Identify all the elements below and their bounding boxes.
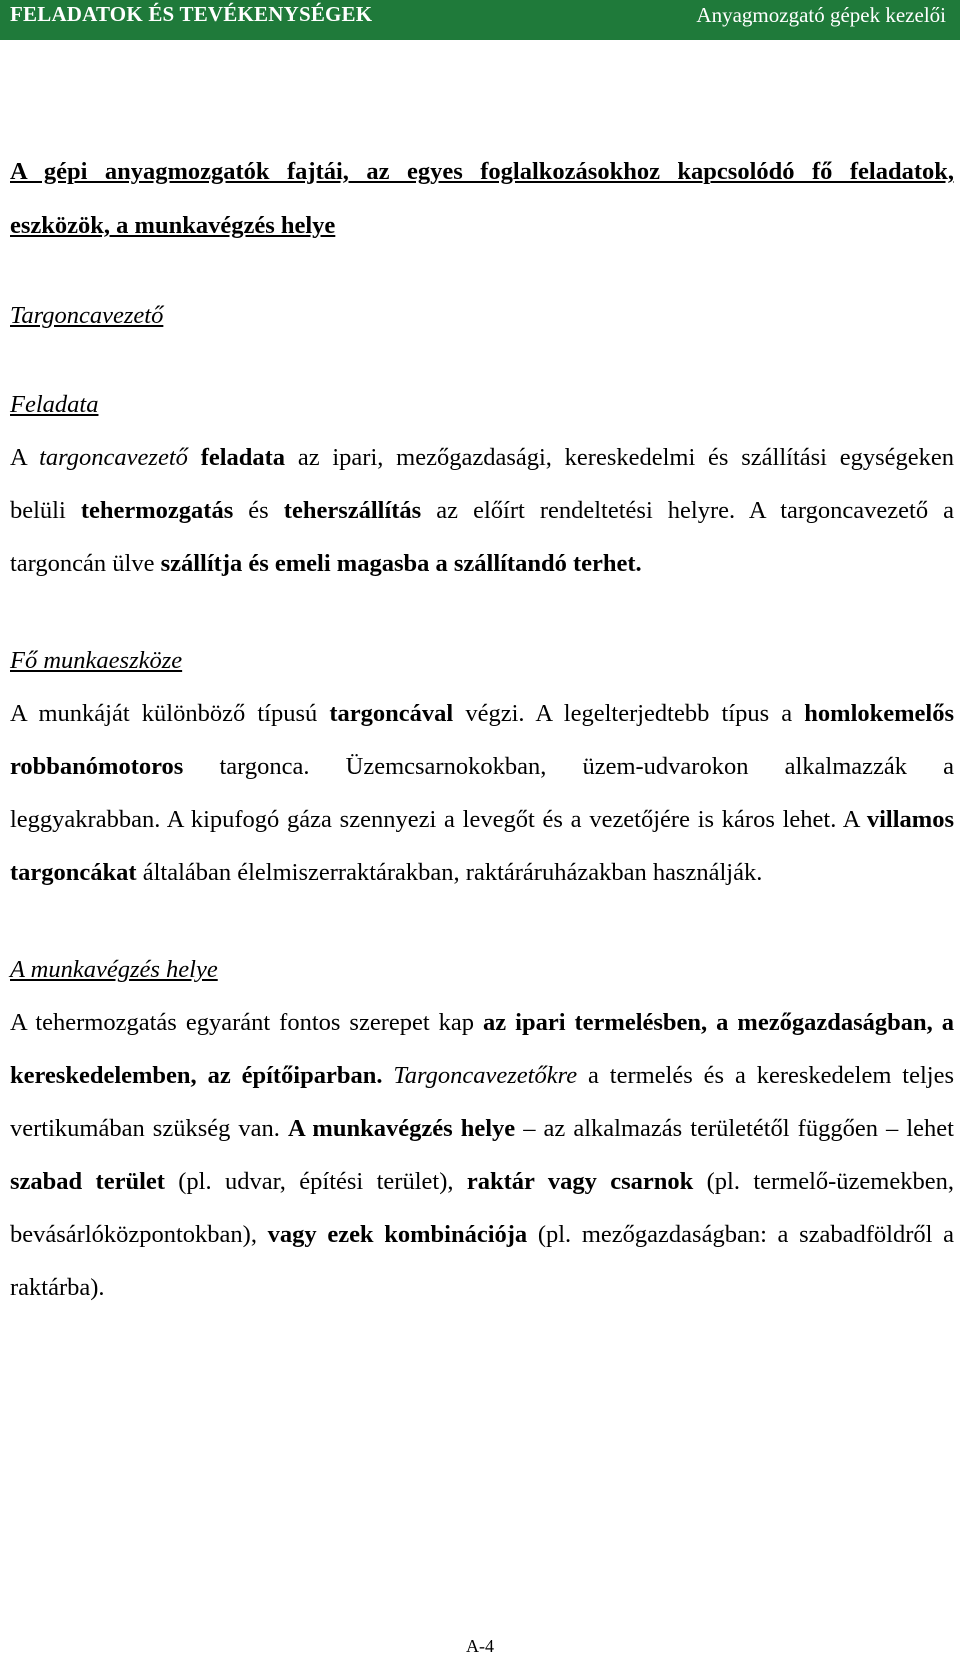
header-section-title: FELADATOK ÉS TEVÉKENYSÉGEK xyxy=(10,2,373,26)
page-body xyxy=(10,145,954,1314)
section-title: Targoncavezető xyxy=(10,302,164,329)
helye-paragraph: A tehermozgatás egyaránt fontos szerepet kap az ipari termelésben, a mezőgazdaságban, a kereskedelemben, az építőiparban. Targoncavezetőkre a termelés és a kereskedelem teljes vertikumában szükség van. A munkavégzés helye – az alkalmazás területétől függően – lehet szabad terület (pl. udvar, építési terület), raktár vagy csarnok (pl. termelő-üzemekben, bevásárlóközpontokban), vagy ezek kombinációja (pl. mezőgazdaságban: a szabadföldről a raktárba). xyxy=(10,1009,954,1301)
page-title: A gépi anyagmozgatók fajtái, az egyes foglalkozásokhoz kapcsolódó fő feladatok, eszközök, a munkavégzés helye xyxy=(10,158,954,239)
helye-heading: A munkavégzés helye xyxy=(10,956,218,983)
feladata-paragraph: A targoncavezető feladata az ipari, mezőgazdasági, kereskedelmi és szállítási egységeken belüli tehermozgatás és teherszállítás az előírt rendeltetési helyre. A targoncavezető a targoncán ülve szállítja és emeli magasba a szállítandó terhet. xyxy=(10,444,955,577)
munkaeszkoz-heading: Fő munkaeszköze xyxy=(10,647,183,674)
header-document-title: Anyagmozgató gépek kezelői xyxy=(696,3,946,27)
munkaeszkoz-paragraph: A munkáját különböző típusú targoncával végzi. A legelterjedtebb típus a homlokemelős robbanómotoros targonca. Üzemcsarnokokban, üzem-udvarokon alkalmazzák a leggyakrabban. A kipufogó gáza szennyezi a levegőt és a vezetőjére is káros lehet. A villamos targoncákat általában élelmiszerraktárakban, raktáráruházakban használják. xyxy=(10,700,954,886)
page-number: A-4 xyxy=(466,1636,494,1656)
feladata-heading: Feladata xyxy=(10,391,99,418)
running-header xyxy=(0,0,960,40)
